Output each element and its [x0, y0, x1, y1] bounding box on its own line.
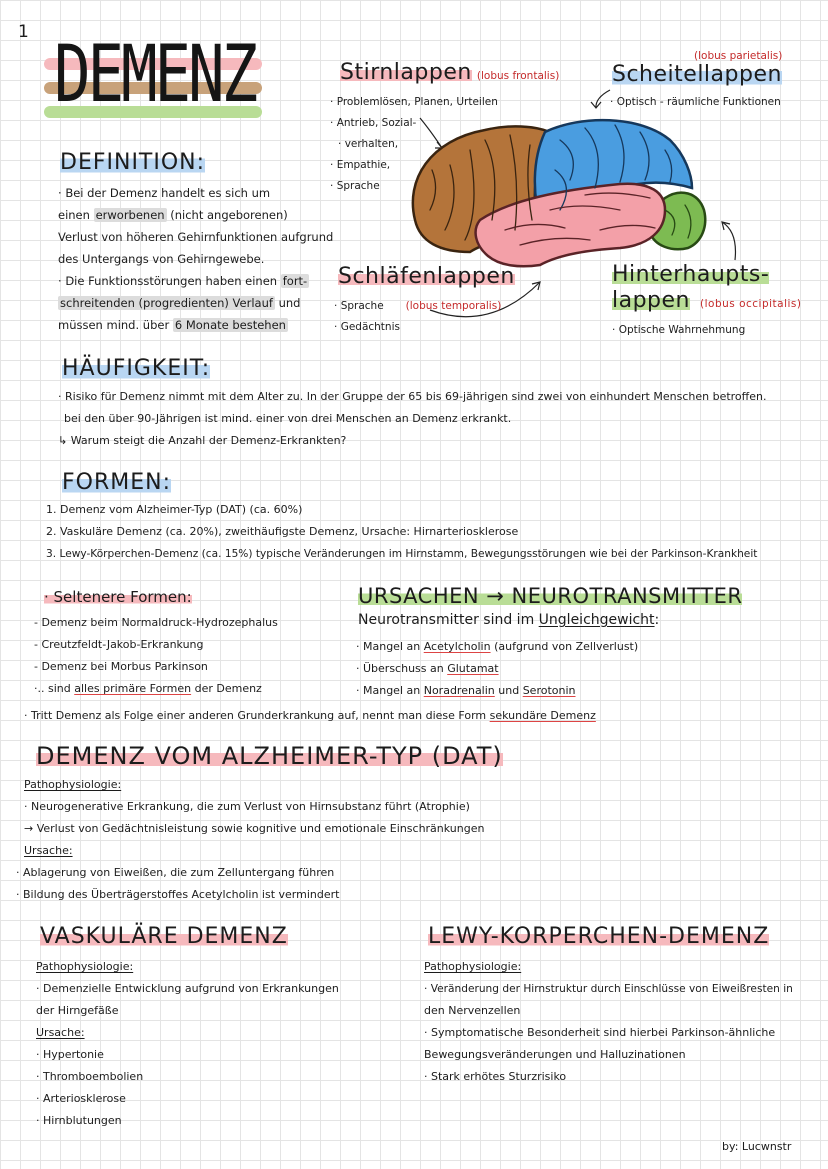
page-number: 1 — [18, 22, 29, 42]
formen-item: 1. Demenz vom Alzheimer-Typ (DAT) (ca. 60%) — [46, 503, 303, 516]
seltenere-formen-list: - Demenz beim Normaldruck-Hydrozephalus - Creutzfeldt-Jakob-Erkrankung - Demenz bei Morbus Parkinson ·.. sind alles primäre Formen der Demenz — [34, 616, 278, 695]
sekundaere-demenz-note: · Tritt Demenz als Folge einer anderen Grunderkrankung auf, nennt man diese Form sekundäre Demenz — [24, 709, 596, 722]
stirnlappen-functions: · Problemlösen, Planen, Urteilen · Antrieb, Sozial- · verhalten, · Empathie, · Sprache — [330, 96, 498, 192]
dat-text: Pathophysiologie: · Neurogenerative Erkrankung, die zum Verlust von Hirnsubstanz führt (Atrophie) → Verlust von Gedächtnisleistung sowie kognitive und emotionale Einschränkungen Ursache: · Ablagerung von Eiweißen, die zum Zelluntergang führen · Bildung des Überträgerstoffes Acetylcholin ist vermindert — [16, 778, 485, 901]
definition-heading: DEFINITION: — [60, 150, 206, 175]
definition-text: · Bei der Demenz handelt es sich um einen erworbenen (nicht angeborenen) Verlust von höheren Gehirnfunktionen aufgrund des Untergangs von Gehirngewebe. · Die Funktionsstörungen haben einen fort- schreitenden (progredienten) Verlauf und müssen mind. über 6 Monate bestehen — [58, 186, 334, 332]
scheitellappen-latin: (lobus parietalis) — [694, 50, 783, 62]
schlaefenlappen-label: Schläfenlappen — [338, 264, 515, 289]
vaskulaere-demenz-text: Pathophysiologie: · Demenzielle Entwicklung aufgrund von Erkrankungen der Hirngefäße Ursache: · Hypertonie · Thromboembolien · Arteriosklerose · Hirnblutungen — [36, 960, 339, 1127]
ursachen-list: · Mangel an Acetylcholin (aufgrund von Zellverlust) · Überschuss an Glutamat · Mangel an Noradrenalin und Serotonin — [356, 640, 639, 697]
signature: by: Lucwnstr — [722, 1140, 792, 1153]
formen-heading: FORMEN: — [62, 470, 172, 495]
stirnlappen-label: Stirnlappen (lobus frontalis) — [340, 60, 560, 85]
haeufigkeit-heading: HÄUFIGKEIT: — [62, 356, 211, 381]
formen-item: 2. Vaskuläre Demenz (ca. 20%), zweithäufigste Demenz, Ursache: Hirnarteriosklerose — [46, 525, 519, 538]
ursachen-subheading: Neurotransmitter sind im Ungleichgewicht: — [358, 612, 660, 628]
seltenere-formen-heading: · Seltenere Formen: — [44, 588, 192, 606]
dat-heading: DEMENZ VOM ALZHEIMER-TYP (DAT) — [36, 742, 503, 770]
formen-item: 3. Lewy-Körperchen-Demenz (ca. 15%) typische Veränderungen im Hirnstamm, Bewegungsstörungen wie bei der Parkinson-Krankheit — [46, 548, 758, 560]
ursachen-heading: URSACHEN → NEUROTRANSMITTER — [358, 584, 743, 608]
scheitellappen-functions: · Optisch - räumliche Funktionen — [610, 96, 781, 108]
vaskulaere-demenz-heading: VASKULÄRE DEMENZ — [40, 924, 288, 949]
schlaefenlappen-functions: · Sprache (lobus temporalis) · Gedächtnis — [334, 300, 502, 333]
haeufigkeit-text: · Risiko für Demenz nimmt mit dem Alter zu. In der Gruppe der 65 bis 69-jährigen sind zwei von einhundert Menschen betroffen. bei den über 90-Jährigen ist mind. einer von drei Menschen an Demenz erkrankt. ↳ Warum steigt die Anzahl der Demenz-Erkrankten? — [58, 390, 767, 447]
page-title: DEMENZ — [54, 30, 256, 120]
hinterhauptslappen-functions: · Optische Wahrnehmung — [612, 324, 746, 336]
lewy-demenz-heading: LEWY-KORPERCHEN-DEMENZ — [428, 924, 770, 949]
lewy-demenz-text: Pathophysiologie: · Veränderung der Hirnstruktur durch Einschlüsse von Eiweißresten in den Nervenzellen · Symptomatische Besonderheit sind hierbei Parkinson-ähnliche Bewegungsveränderungen und Halluzinationen · Stark erhötes Sturzrisiko — [424, 960, 793, 1083]
scheitellappen-label: Scheitellappen — [612, 62, 782, 87]
formen-list — [46, 499, 821, 565]
hinterhauptslappen-label: Hinterhaupts- lappen (lobus occipitalis) — [612, 262, 802, 313]
